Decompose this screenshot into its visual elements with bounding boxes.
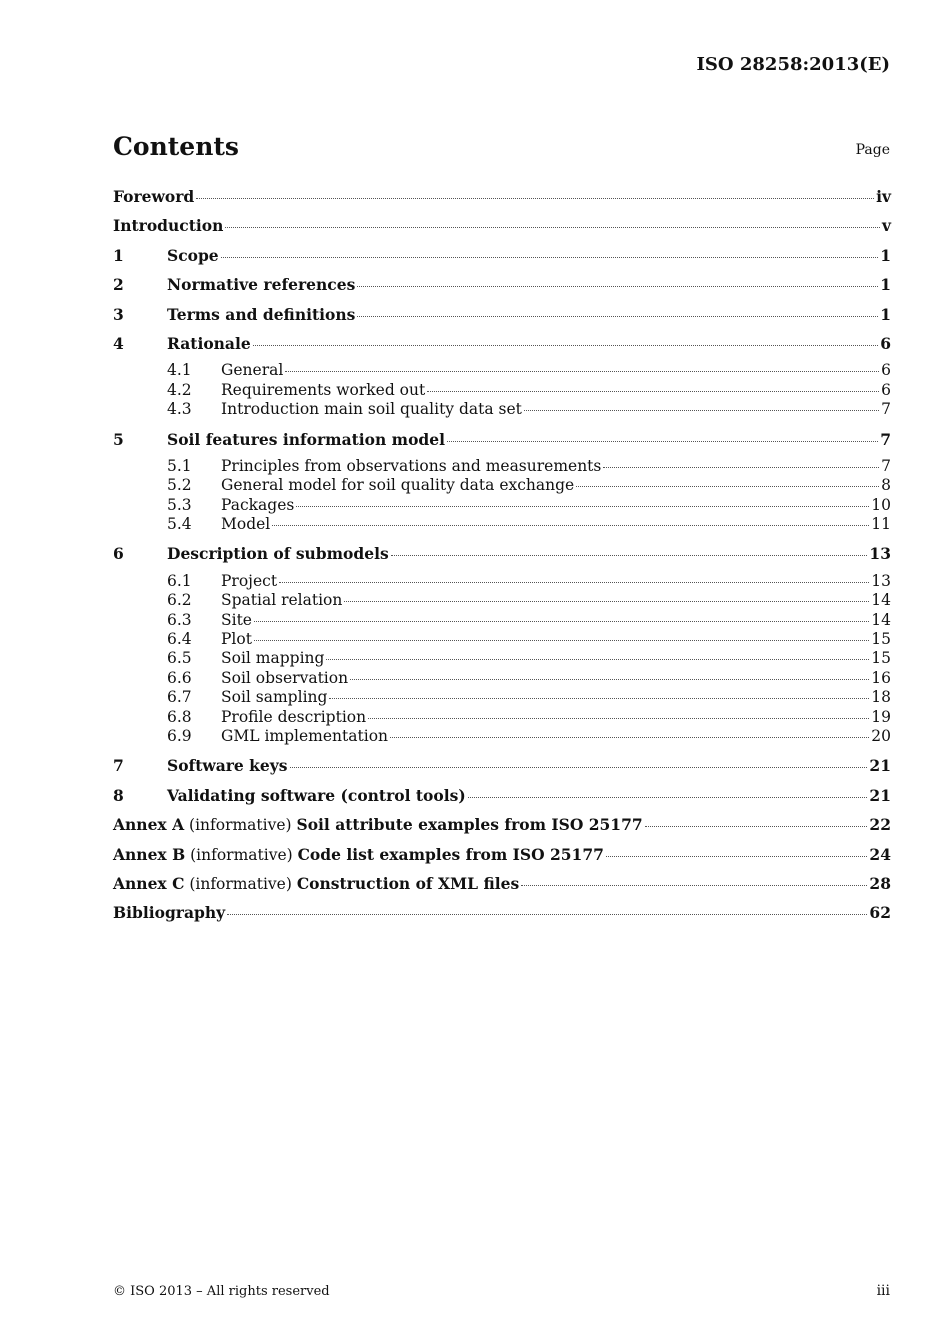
toc-entry-number: 6.9 [167, 726, 192, 745]
toc-entry-page: v [881, 216, 891, 236]
toc-entry-page: 62 [869, 903, 891, 923]
toc-entry-page: 16 [871, 668, 891, 687]
toc-entry[interactable] [113, 649, 891, 668]
toc-entry-page: 6 [880, 333, 891, 353]
toc-entry-page: 7 [881, 456, 891, 475]
dot-leader [524, 410, 879, 411]
toc-entry-title-text: Introduction [113, 216, 224, 236]
toc-entry-page: 1 [880, 304, 891, 324]
dot-leader [606, 856, 868, 857]
toc-entry-title [221, 669, 348, 688]
dot-leader [285, 371, 879, 372]
dot-leader [357, 316, 878, 317]
toc-entry-page: 18 [871, 688, 891, 707]
toc-entry-title [221, 496, 294, 515]
toc-entry-title-text: Validating software (control tools) [167, 785, 466, 805]
toc-entry-page: 15 [871, 649, 891, 668]
toc-entry[interactable] [113, 784, 891, 813]
toc-entry-title-text: Principles from observations and measurements [221, 456, 602, 475]
toc-entry[interactable] [113, 515, 891, 534]
toc-entry-page: 13 [869, 544, 891, 564]
toc-entry[interactable] [113, 273, 891, 302]
toc-entry-number: 4.3 [167, 400, 192, 419]
dot-leader [290, 767, 868, 768]
toc-entry[interactable] [113, 476, 891, 495]
toc-entry[interactable] [113, 400, 891, 419]
toc-entry-number: 5.2 [167, 476, 192, 495]
toc-entry-number: 5 [113, 429, 124, 449]
toc-entry-title-text: Software keys [167, 756, 288, 776]
toc-entry-title-text: Construction of XML files [296, 873, 520, 893]
toc-entry-title-text: Foreword [113, 187, 195, 206]
toc-entry-title [221, 400, 522, 419]
dot-leader [603, 467, 879, 468]
toc-entry-title-text: Soil observation [221, 668, 349, 687]
toc-entry-title [221, 572, 277, 591]
dot-leader [645, 826, 868, 827]
toc-entry-title [167, 274, 355, 296]
toc-entry-page: iv [876, 187, 891, 206]
toc-entry-title-text: Bibliography [113, 903, 226, 923]
dot-leader [254, 621, 869, 622]
annex-label: Annex A [113, 815, 185, 835]
toc-entry[interactable] [113, 303, 891, 332]
toc-entry-title [221, 727, 388, 746]
toc-entry-title [113, 902, 225, 924]
toc-entry-title [221, 515, 270, 534]
page-column-label: Page [855, 142, 890, 158]
dot-leader [344, 601, 869, 602]
annex-label: Annex C [113, 873, 185, 893]
annex-note: (informative) [184, 816, 297, 835]
dot-leader [227, 914, 867, 915]
toc-entry-title-text: Scope [167, 245, 219, 265]
toc-entry[interactable] [113, 185, 891, 214]
toc-entry-title [167, 755, 288, 777]
toc-entry-title-text: Soil features information model [167, 429, 446, 449]
toc-entry-number: 5.3 [167, 495, 192, 514]
toc-entry-page: 14 [871, 591, 891, 610]
dot-leader [350, 679, 869, 680]
toc-entry-title-text: General [221, 361, 284, 380]
toc-entry-number: 6 [113, 544, 124, 564]
toc-entry[interactable] [113, 428, 891, 457]
toc-entry-page: 8 [881, 476, 891, 495]
toc-entry-title [221, 649, 324, 668]
toc-entry[interactable] [113, 708, 891, 727]
dot-leader [254, 640, 869, 641]
toc-entry-number: 2 [113, 275, 124, 295]
toc-entry-number: 7 [113, 756, 124, 776]
toc-entry[interactable] [113, 669, 891, 688]
toc-entry-title-text: Soil sampling [221, 688, 328, 707]
toc-entry-title [113, 844, 604, 866]
toc-entry-number: 6.3 [167, 610, 192, 629]
toc-entry[interactable] [113, 754, 891, 783]
toc-entry-title-text: Model [221, 515, 271, 534]
toc-entry[interactable] [113, 542, 891, 571]
toc-entry-title-text: Introduction main soil quality data set [221, 400, 522, 419]
toc-entry-title [167, 785, 466, 807]
toc-entry[interactable] [113, 872, 891, 901]
toc-entry-number: 6.1 [167, 571, 192, 590]
toc-entry-page: 21 [869, 785, 891, 805]
toc-entry-title [113, 215, 223, 237]
toc-entry-number: 6.4 [167, 630, 192, 649]
toc-entry-number: 6.8 [167, 707, 192, 726]
toc-entry[interactable] [113, 688, 891, 707]
toc-entry[interactable] [113, 214, 891, 243]
toc-entry-title-text: Normative references [167, 275, 356, 295]
toc-entry[interactable] [113, 361, 891, 380]
dot-leader [326, 659, 869, 660]
dot-leader [272, 525, 869, 526]
toc-entry[interactable] [113, 457, 891, 476]
toc-entry-page: 19 [871, 707, 891, 726]
dot-leader [296, 506, 869, 507]
toc-entry-page: 28 [869, 873, 891, 893]
toc-entry-page: 24 [869, 844, 891, 864]
toc-entry-page: 1 [880, 275, 891, 295]
toc-entry-title-text: Profile description [221, 707, 367, 726]
annex-label: Annex B [113, 844, 186, 864]
toc-entry-page: 6 [881, 361, 891, 380]
toc-entry-page: 14 [871, 610, 891, 629]
toc-entry-title [167, 333, 251, 355]
toc-entry-title-text: Site [221, 610, 252, 629]
toc-entry[interactable] [113, 611, 891, 630]
toc-entry-title-text: Rationale [167, 333, 251, 353]
toc-entry-number: 4.1 [167, 361, 192, 380]
toc-entry-title-text: Spatial relation [221, 591, 343, 610]
toc-entry-title-text: Description of submodels [167, 544, 389, 564]
toc-entry-page: 15 [871, 630, 891, 649]
toc-entry[interactable] [113, 496, 891, 515]
toc-entry-title [167, 304, 355, 326]
document-id: ISO 28258:2013(E) [696, 54, 890, 75]
toc-entry-title-text: Project [221, 571, 278, 590]
toc-entry-title [221, 361, 283, 380]
toc-entry-title-text: Packages [221, 495, 295, 514]
toc-entry-title [221, 708, 366, 727]
toc-entry-number: 3 [113, 304, 124, 324]
annex-note: (informative) [185, 845, 298, 864]
toc-entry-page: 7 [881, 400, 891, 419]
toc-entry[interactable] [113, 901, 891, 930]
toc-entry-title-text: Soil mapping [221, 649, 325, 668]
toc-entry-page: 20 [871, 726, 891, 745]
toc-entry-title [221, 688, 327, 707]
dot-leader [391, 555, 868, 556]
toc-entry-title-text: Code list examples from ISO 25177 [297, 844, 604, 864]
toc-entry[interactable] [113, 843, 891, 872]
annex-note: (informative) [184, 874, 297, 893]
dot-leader [427, 391, 879, 392]
toc-entry-number: 5.4 [167, 515, 192, 534]
dot-leader [196, 198, 874, 199]
toc-entry-page: 22 [869, 815, 891, 835]
table-of-contents [113, 185, 891, 931]
toc-entry-page: 11 [871, 515, 891, 534]
toc-entry[interactable] [113, 244, 891, 273]
toc-entry-number: 1 [113, 245, 124, 265]
toc-entry[interactable] [113, 630, 891, 649]
toc-entry-title [113, 186, 194, 208]
toc-entry-title-text: General model for soil quality data exchange [221, 476, 575, 495]
dot-leader [368, 718, 869, 719]
toc-entry-number: 6.2 [167, 591, 192, 610]
toc-entry-title [167, 429, 445, 451]
dot-leader [279, 582, 869, 583]
toc-entry-title [221, 457, 601, 476]
toc-entry-title [113, 814, 643, 836]
dot-leader [390, 737, 869, 738]
toc-entry-title-text: Plot [221, 630, 252, 649]
toc-entry-number: 5.1 [167, 456, 192, 475]
toc-entry-page: 13 [871, 571, 891, 590]
toc-entry[interactable] [113, 332, 891, 361]
toc-entry-number: 8 [113, 785, 124, 805]
toc-entry-number: 4 [113, 333, 124, 353]
toc-entry[interactable] [113, 381, 891, 400]
toc-entry[interactable] [113, 813, 891, 842]
toc-entry-title [221, 476, 574, 495]
dot-leader [329, 698, 869, 699]
toc-entry-page: 6 [881, 380, 891, 399]
dot-leader [225, 227, 880, 228]
toc-entry-title [167, 543, 389, 565]
page-number: iii [876, 1283, 890, 1299]
toc-entry-title [113, 873, 519, 895]
toc-entry-number: 4.2 [167, 380, 192, 399]
page-title: Contents [113, 132, 240, 161]
dot-leader [221, 257, 879, 258]
dot-leader [357, 286, 878, 287]
toc-entry[interactable] [113, 727, 891, 746]
toc-entry[interactable] [113, 591, 891, 610]
dot-leader [447, 441, 878, 442]
toc-entry-title [221, 381, 425, 400]
toc-entry-title-text: Soil attribute examples from ISO 25177 [296, 815, 643, 835]
toc-entry[interactable] [113, 572, 891, 591]
toc-entry-title [167, 245, 219, 267]
toc-entry-title-text: Requirements worked out [221, 380, 426, 399]
toc-entry-title-text: Terms and definitions [167, 304, 356, 324]
toc-entry-page: 7 [880, 429, 891, 449]
toc-entry-number: 6.7 [167, 688, 192, 707]
toc-entry-title [221, 591, 342, 610]
dot-leader [521, 885, 867, 886]
copyright-notice: © ISO 2013 – All rights reserved [113, 1284, 330, 1299]
toc-entry-page: 21 [869, 756, 891, 776]
toc-entry-title [221, 630, 252, 649]
dot-leader [576, 486, 879, 487]
dot-leader [468, 797, 868, 798]
toc-entry-title [221, 611, 252, 630]
dot-leader [253, 345, 878, 346]
toc-entry-page: 10 [871, 495, 891, 514]
toc-entry-page: 1 [880, 245, 891, 265]
toc-entry-number: 6.6 [167, 668, 192, 687]
toc-entry-number: 6.5 [167, 649, 192, 668]
toc-entry-title-text: GML implementation [221, 726, 389, 745]
